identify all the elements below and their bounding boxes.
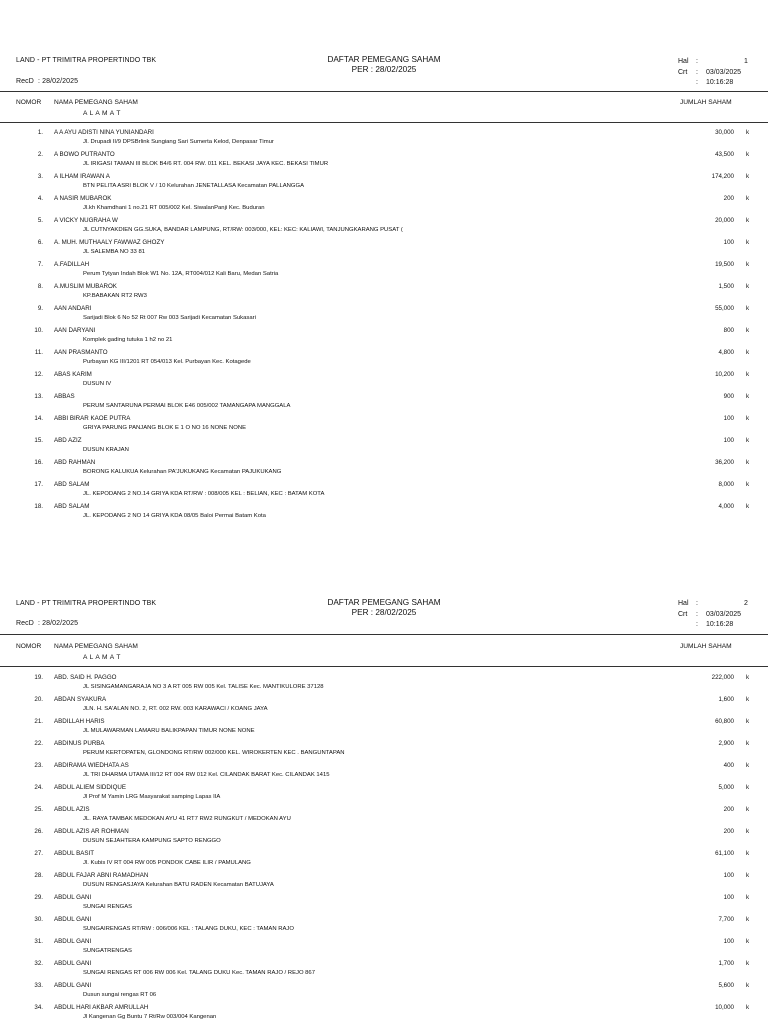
share-unit: k <box>746 982 750 989</box>
share-unit: k <box>746 349 750 356</box>
recd-label: RecD <box>16 78 34 85</box>
shareholder-name: ABD. SAID H. PAGGO <box>54 674 117 681</box>
row-number: 11. <box>34 349 43 356</box>
shareholder-name: A BOWO PUTRANTO <box>54 151 115 158</box>
shareholder-row <box>0 872 768 894</box>
col-nomor: NOMOR <box>16 99 42 106</box>
share-unit: k <box>746 916 750 923</box>
shareholder-address: Komplek gading tutuka 1 h2 no 21 <box>83 337 173 343</box>
shareholder-address: SUNGAIRENGAS RT/RW : 006/006 KEL : TALANG DUKU, KEC : TAMAN RAJO <box>83 926 294 932</box>
share-unit: k <box>746 217 750 224</box>
share-amount: 4,000 <box>718 503 734 510</box>
share-unit: k <box>746 718 750 725</box>
hal-colon: : <box>696 58 698 65</box>
share-unit: k <box>746 806 750 813</box>
row-number: 19. <box>34 674 43 681</box>
share-unit: k <box>746 481 750 488</box>
shareholder-row <box>0 217 768 239</box>
col-nama: NAMA PEMEGANG SAHAM <box>54 99 138 106</box>
shareholder-row <box>0 916 768 938</box>
share-amount: 4,800 <box>718 349 734 356</box>
row-number: 27. <box>34 850 43 857</box>
share-unit: k <box>746 938 750 945</box>
header-rule-top <box>0 91 768 92</box>
shareholder-name: ABDUL GANI <box>54 916 92 923</box>
recd-line <box>16 620 78 627</box>
shareholder-address: Perum Tytyan Indah Blok W1 No. 12A, RT004/012 Kali Baru, Medan Satria <box>83 271 279 277</box>
share-amount: 55,000 <box>715 305 734 312</box>
row-number: 17. <box>34 481 43 488</box>
share-amount: 100 <box>723 938 734 945</box>
col-alamat: A L A M A T <box>83 110 121 117</box>
shareholder-row <box>0 283 768 305</box>
shareholder-address: JL TRI DHARMA UTAMA III/12 RT 004 RW 012 Kel. CILANDAK BARAT Kec. CILANDAK 1415 <box>83 772 330 778</box>
row-number: 7. <box>37 261 43 268</box>
row-number: 13. <box>34 393 43 400</box>
share-unit: k <box>746 195 750 202</box>
share-amount: 222,000 <box>711 674 734 681</box>
share-unit: k <box>746 415 750 422</box>
share-amount: 7,700 <box>718 916 734 923</box>
share-amount: 174,200 <box>711 173 734 180</box>
hal-colon: : <box>696 600 698 607</box>
shareholder-row <box>0 938 768 960</box>
share-unit: k <box>746 437 750 444</box>
report-title <box>0 598 768 618</box>
shareholder-address: GRIYA PARUNG PANJANG BLOK E 1 O NO 16 NONE NONE <box>83 425 247 431</box>
shareholder-name: ABDUL BASIT <box>54 850 95 857</box>
share-amount: 100 <box>723 239 734 246</box>
shareholder-row <box>0 327 768 349</box>
shareholder-row <box>0 151 768 173</box>
share-amount: 100 <box>723 872 734 879</box>
row-number: 15. <box>34 437 43 444</box>
shareholder-address: Jl.kh Khamdhani 1 no.21 RT 005/002 Kel. SiwalanPanji Kec. Buduran <box>83 205 265 211</box>
share-amount: 19,500 <box>715 261 734 268</box>
share-amount: 5,000 <box>718 784 734 791</box>
share-unit: k <box>746 674 750 681</box>
share-amount: 10,200 <box>715 371 734 378</box>
shareholder-row <box>0 1004 768 1026</box>
row-number: 14. <box>34 415 43 422</box>
hal-label: Hal <box>678 58 689 65</box>
report-period: PER : 28/02/2025 <box>351 608 417 617</box>
recd-label: RecD <box>16 620 34 627</box>
shareholder-address: DUSUN SEJAHTERA KAMPUNG SAPTO RENGGO <box>83 838 221 844</box>
row-number: 23. <box>34 762 43 769</box>
shareholder-name: A VICKY NUGRAHA W <box>54 217 118 224</box>
share-amount: 20,000 <box>715 217 734 224</box>
shareholder-row <box>0 806 768 828</box>
share-unit: k <box>746 850 750 857</box>
shareholder-name: ABDUL GANI <box>54 938 92 945</box>
shareholder-row <box>0 828 768 850</box>
shareholder-address: Purbayan KG III/1201 RT 054/013 Kel. Purbayan Kec. Kotagede <box>83 359 251 365</box>
shareholder-row <box>0 850 768 872</box>
share-amount: 400 <box>723 762 734 769</box>
shareholder-address: DUSUN RENGASJAYA Kelurahan BATU RADEN Kecamatan BATUJAYA <box>83 882 274 888</box>
shareholder-row <box>0 437 768 459</box>
shareholder-row <box>0 459 768 481</box>
share-amount: 100 <box>723 415 734 422</box>
shareholder-name: A.MUSLIM MUBAROK <box>54 283 117 290</box>
hal-label: Hal <box>678 600 689 607</box>
shareholder-list <box>0 674 768 1026</box>
share-unit: k <box>746 872 750 879</box>
share-amount: 5,600 <box>718 982 734 989</box>
share-unit: k <box>746 784 750 791</box>
share-unit: k <box>746 239 750 246</box>
share-unit: k <box>746 828 750 835</box>
share-amount: 36,200 <box>715 459 734 466</box>
share-amount: 43,500 <box>715 151 734 158</box>
header-rule-bottom <box>0 122 768 123</box>
created-time: 10:16:28 <box>706 79 734 86</box>
share-unit: k <box>746 696 750 703</box>
share-amount: 1,500 <box>718 283 734 290</box>
page-number: 1 <box>744 58 748 65</box>
shareholder-name: ABD AZIZ <box>54 437 82 444</box>
shareholder-name: ABDUL GANI <box>54 894 92 901</box>
shareholder-name: ABD SALAM <box>54 503 90 510</box>
shareholder-row <box>0 674 768 696</box>
share-unit: k <box>746 894 750 901</box>
shareholder-row <box>0 762 768 784</box>
shareholder-row <box>0 195 768 217</box>
shareholder-name: A A AYU ADISTI NINA YUNIANDARI <box>54 129 154 136</box>
shareholder-address: Jl. Drupadi II/9 DPSBrlink Sungiang Sari Sumerta Kelod, Denpasar Timur <box>83 139 274 145</box>
share-amount: 1,600 <box>718 696 734 703</box>
row-number: 32. <box>34 960 43 967</box>
share-unit: k <box>746 740 750 747</box>
shareholder-address: PERUM KERTOPATEN, GLONDONG RT/RW 002/000 KEL. WIROKERTEN KEC . BANGUNTAPAN <box>83 750 345 756</box>
company-name: LAND - PT TRIMITRA PROPERTINDO TBK <box>16 600 157 607</box>
shareholder-row <box>0 894 768 916</box>
shareholder-address: Jl Kangenan Gg Buntu 7 Rt/Rw 003/004 Kangenan <box>83 1014 217 1020</box>
share-unit: k <box>746 261 750 268</box>
shareholder-name: ABDUL FAJAR ABNI RAMADHAN <box>54 872 149 879</box>
recd-value: : 28/02/2025 <box>38 78 79 85</box>
shareholder-address: JLN. H. SA'ALAN NO. 2, RT. 002 RW. 003 KARAWACI / KOANG JAYA <box>83 706 268 712</box>
share-amount: 900 <box>723 393 734 400</box>
share-amount: 2,900 <box>718 740 734 747</box>
shareholder-row <box>0 129 768 151</box>
shareholder-address: SUNGAI RENGAS <box>83 904 133 910</box>
share-unit: k <box>746 283 750 290</box>
time-colon: : <box>696 621 698 628</box>
crt-colon: : <box>696 610 698 618</box>
row-number: 5. <box>37 217 43 224</box>
shareholder-name: A. MUH. MUTHAALY FAWWAZ GHOZY <box>54 239 165 246</box>
crt-label: Crt <box>678 68 688 76</box>
share-amount: 100 <box>723 894 734 901</box>
shareholder-name: ABDINUS PURBA <box>54 740 105 747</box>
created-date: 03/03/2025 <box>706 610 742 618</box>
row-number: 21. <box>34 718 43 725</box>
row-number: 6. <box>37 239 43 246</box>
shareholder-name: A NASIR MUBAROK <box>54 195 112 202</box>
shareholder-name: A ILHAM IRAWAN A <box>54 173 110 180</box>
share-amount: 200 <box>723 195 734 202</box>
page-number: 2 <box>744 600 748 607</box>
header-rule-top <box>0 634 768 635</box>
recd-value: : 28/02/2025 <box>38 620 79 627</box>
col-jumlah: JUMLAH SAHAM <box>680 643 732 650</box>
shareholder-row <box>0 481 768 503</box>
row-number: 33. <box>34 982 43 989</box>
shareholder-row <box>0 173 768 195</box>
share-amount: 61,100 <box>715 850 734 857</box>
share-unit: k <box>746 327 750 334</box>
shareholder-address: JL SALEMBA NO 33 81 <box>83 249 145 255</box>
row-number: 31. <box>34 938 43 945</box>
share-amount: 200 <box>723 828 734 835</box>
shareholder-row <box>0 349 768 371</box>
shareholder-name: ABBI BIRAR KAOE PUTRA <box>54 415 131 422</box>
report-period: PER : 28/02/2025 <box>351 65 417 74</box>
row-number: 1. <box>37 129 43 136</box>
shareholder-address: JL CUTNYAKDIEN GG.SUKA, BANDAR LAMPUNG, RT/RW: 003/000, KEL: KEC: KALIAWI, TANJUNGKARANG PUSAT ( <box>83 227 403 233</box>
shareholder-address: DUSUN IV <box>83 381 112 387</box>
shareholder-row <box>0 305 768 327</box>
shareholder-name: AAN ANDARI <box>54 305 92 312</box>
shareholder-name: ABDIRAMA WIEDHATA AS <box>54 762 129 769</box>
row-number: 26. <box>34 828 43 835</box>
shareholder-name: ABD RAHMAN <box>54 459 96 466</box>
shareholder-name: ABDUL GANI <box>54 960 92 967</box>
share-unit: k <box>746 371 750 378</box>
shareholder-name: ABDUL ALIEM SIDDIQUE <box>54 784 126 791</box>
share-unit: k <box>746 459 750 466</box>
shareholder-row <box>0 415 768 437</box>
shareholder-address: JL SISINGAMANGARAJA NO 3 A RT 005 RW 005 Kel. TALISE Kec. MANTIKULORE 37128 <box>83 684 324 690</box>
shareholder-row <box>0 718 768 740</box>
shareholder-name: A.FADILLAH <box>54 261 90 268</box>
crt-colon: : <box>696 68 698 76</box>
col-nama: NAMA PEMEGANG SAHAM <box>54 643 138 650</box>
shareholder-address: JL MULAWARMAN LAMARU BALIKPAPAN TIMUR NONE NONE <box>83 728 255 734</box>
created-time: 10:16:28 <box>706 621 734 628</box>
shareholder-address: Sarijadi Blok 6 No 52 Rt 007 Rw 003 Sarijadi Kecamatan Sukasari <box>83 315 256 321</box>
crt-label: Crt <box>678 610 688 618</box>
shareholder-name: AAN DARYANI <box>54 327 96 334</box>
shareholder-name: ABBAS <box>54 393 75 400</box>
row-number: 34. <box>34 1004 43 1011</box>
row-number: 4. <box>37 195 43 202</box>
shareholder-name: ABDUL HARI AKBAR AMRULLAH <box>54 1004 149 1011</box>
report-page-2 <box>0 540 768 1024</box>
share-unit: k <box>746 762 750 769</box>
shareholder-address: DUSUN KRAJAN <box>83 447 129 453</box>
recd-line <box>16 78 78 85</box>
shareholder-address: JL. RAYA TAMBAK MEDOKAN AYU 41 RT7 RW2 RUNGKUT / MEDOKAN AYU <box>83 816 291 822</box>
share-unit: k <box>746 1004 750 1011</box>
shareholder-name: ABDUL AZIS AR ROHMAN <box>54 828 129 835</box>
shareholder-row <box>0 371 768 393</box>
row-number: 12. <box>34 371 43 378</box>
share-amount: 10,000 <box>715 1004 734 1011</box>
shareholder-address: JL. KEPODANG 2 NO 14 GRIYA KDA 08/05 Baloi Permai Batam Kota <box>83 513 266 519</box>
row-number: 30. <box>34 916 43 923</box>
shareholder-address: KP.BABAKAN RT2 RW3 <box>83 293 147 299</box>
shareholder-name: ABDUL AZIS <box>54 806 90 813</box>
row-number: 2. <box>37 151 43 158</box>
shareholder-row <box>0 784 768 806</box>
shareholder-list <box>0 129 768 525</box>
share-amount: 1,700 <box>718 960 734 967</box>
shareholder-name: ABD SALAM <box>54 481 90 488</box>
shareholder-row <box>0 239 768 261</box>
header-rule-bottom <box>0 666 768 667</box>
report-title-text: DAFTAR PEMEGANG SAHAM <box>327 55 441 64</box>
shareholder-name: ABAS KARIM <box>54 371 92 378</box>
row-number: 29. <box>34 894 43 901</box>
shareholder-address: SUNGATRENGAS <box>83 948 132 954</box>
shareholder-row <box>0 696 768 718</box>
shareholder-row <box>0 982 768 1004</box>
time-colon: : <box>696 79 698 86</box>
created-date: 03/03/2025 <box>706 68 742 76</box>
row-number: 20. <box>34 696 43 703</box>
report-title-text: DAFTAR PEMEGANG SAHAM <box>327 598 441 607</box>
share-unit: k <box>746 393 750 400</box>
shareholder-address: Jl Prof M Yamin LRG Masyarakat samping Lapas IIA <box>83 794 221 800</box>
row-number: 10. <box>34 327 43 334</box>
shareholder-row <box>0 261 768 283</box>
col-jumlah: JUMLAH SAHAM <box>680 99 732 106</box>
row-number: 8. <box>37 283 43 290</box>
shareholder-row <box>0 393 768 415</box>
shareholder-address: Dusun sungai rengas RT 06 <box>83 992 157 998</box>
shareholder-address: Jl. Kubis IV RT 004 RW 005 PONDOK CABE ILIR / PAMULANG <box>83 860 251 866</box>
row-number: 24. <box>34 784 43 791</box>
share-unit: k <box>746 151 750 158</box>
share-amount: 100 <box>723 437 734 444</box>
shareholder-address: SUNGAI RENGAS RT 006 RW 006 Kel. TALANG DUKU Kec. TAMAN RAJO / REJO 867 <box>83 970 315 976</box>
share-unit: k <box>746 960 750 967</box>
share-unit: k <box>746 129 750 136</box>
col-nomor: NOMOR <box>16 643 42 650</box>
col-alamat: A L A M A T <box>83 654 121 661</box>
share-amount: 8,000 <box>718 481 734 488</box>
row-number: 9. <box>37 305 43 312</box>
share-unit: k <box>746 305 750 312</box>
shareholder-row <box>0 960 768 982</box>
shareholder-name: ABDUL GANI <box>54 982 92 989</box>
row-number: 3. <box>37 173 43 180</box>
report-title <box>0 55 768 75</box>
shareholder-name: AAN PRASMANTO <box>54 349 108 356</box>
share-unit: k <box>746 503 750 510</box>
shareholder-address: JL IRIGASI TAMAN III BLOK B4/6 RT. 004 RW. 011 KEL. BEKASI JAYA KEC. BEKASI TIMUR <box>83 161 329 167</box>
shareholder-address: JL. KEPODANG 2 NO.14 GRIYA KDA RT/RW : 008/005 KEL : BELIAN, KEC : BATAM KOTA <box>83 491 325 497</box>
share-amount: 30,000 <box>715 129 734 136</box>
shareholder-address: BTN PELITA ASRI BLOK V / 10 Kelurahan JENETALLASA Kecamatan PALLANGGA <box>83 183 305 189</box>
share-unit: k <box>746 173 750 180</box>
share-amount: 200 <box>723 806 734 813</box>
row-number: 25. <box>34 806 43 813</box>
share-amount: 60,800 <box>715 718 734 725</box>
shareholder-row <box>0 503 768 525</box>
row-number: 18. <box>34 503 43 510</box>
row-number: 28. <box>34 872 43 879</box>
shareholder-name: ABDAN SYAKURA <box>54 696 107 703</box>
row-number: 22. <box>34 740 43 747</box>
company-name: LAND - PT TRIMITRA PROPERTINDO TBK <box>16 57 157 64</box>
shareholder-address: BORONG KALUKUA Kelurahan PA'JUKUKANG Kecamatan PAJUKUKANG <box>83 469 282 475</box>
share-amount: 800 <box>723 327 734 334</box>
row-number: 16. <box>34 459 43 466</box>
shareholder-name: ABDILLAH HARIS <box>54 718 105 725</box>
shareholder-row <box>0 740 768 762</box>
shareholder-address: PERUM SANTARUNA PERMAI BLOK E46 005/002 TAMANGAPA MANGGALA <box>83 403 291 409</box>
